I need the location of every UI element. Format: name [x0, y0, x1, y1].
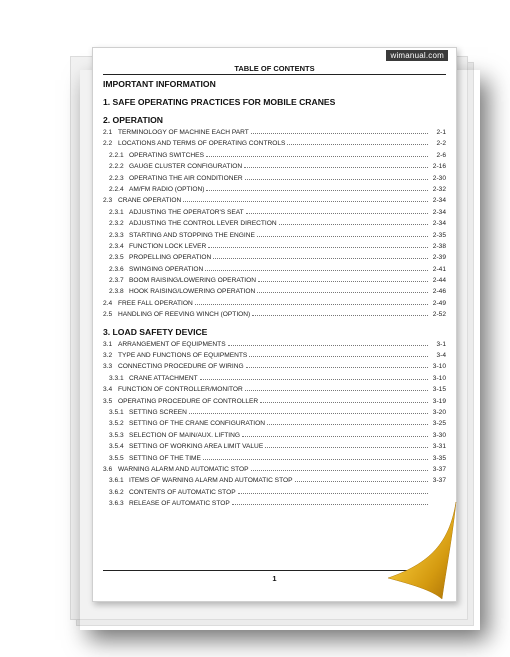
dot-leader [295, 480, 428, 482]
watermark: wimanual.com [386, 50, 448, 61]
entry-page: 2-41 [432, 265, 446, 273]
section-heading: 1. SAFE OPERATING PRACTICES FOR MOBILE CRANES [103, 97, 336, 107]
dot-leader [258, 280, 428, 282]
dot-leader [213, 257, 428, 259]
toc-title: TABLE OF CONTENTS [234, 64, 315, 73]
entry-page: 2-49 [432, 299, 446, 307]
entry-title: GAUGE CLUSTER CONFIGURATION [129, 163, 243, 171]
entry-page: 3-10 [432, 374, 446, 382]
entry-title: STARTING AND STOPPING THE ENGINE [129, 231, 255, 239]
dot-leader [208, 246, 428, 248]
toc-entry[interactable] [103, 418, 446, 429]
dot-leader [244, 166, 428, 168]
toc-entry[interactable] [103, 286, 446, 297]
toc-entry[interactable] [103, 264, 446, 275]
entry-page: 2-1 [436, 129, 446, 136]
toc-entry[interactable] [103, 195, 446, 206]
entry-title: ADJUSTING THE CONTROL LEVER DIRECTION [129, 220, 277, 228]
entry-title: LOCATIONS AND TERMS OF OPERATING CONTROLS [118, 140, 286, 148]
entry-number: 3.6 [103, 465, 113, 473]
toc-entry[interactable] [103, 184, 446, 195]
toc-entry[interactable] [103, 207, 446, 218]
entry-page: 3-4 [436, 352, 446, 360]
dot-leader [206, 155, 428, 157]
entry-number: 2.5 [103, 311, 113, 319]
dot-leader [195, 303, 428, 305]
entry-page: 3-19 [432, 397, 446, 405]
entry-title: TERMINOLOGY OF MACHINE EACH PART [118, 129, 249, 136]
toc-entry[interactable] [103, 453, 446, 464]
entry-title: SELECTION OF MAIN/AUX. LIFTING [129, 431, 241, 439]
dot-leader [257, 291, 428, 293]
entry-number: 2.3.2 [109, 220, 124, 228]
dot-leader [287, 143, 428, 145]
toc-entry[interactable] [103, 173, 446, 184]
dot-leader [251, 469, 428, 471]
entry-number: 2.1 [103, 129, 113, 136]
entry-number: 2.3.6 [109, 265, 124, 273]
toc-entry[interactable] [103, 230, 446, 241]
toc-entry[interactable] [103, 138, 446, 149]
entry-title: TYPE AND FUNCTIONS OF EQUIPMENTS [118, 352, 248, 360]
toc-entry[interactable] [103, 361, 446, 372]
dot-leader [245, 178, 428, 180]
dot-leader [200, 378, 428, 380]
entry-title: ITEMS OF WARNING ALARM AND AUTOMATIC STOP [129, 477, 293, 485]
entry-number: 3.4 [103, 386, 113, 394]
entry-title: HANDLING OF REEVING WINCH (OPTION) [118, 311, 251, 319]
entry-page: 2-44 [432, 277, 446, 285]
dot-leader [189, 412, 428, 414]
entry-title: CRANE OPERATION [118, 197, 182, 205]
entry-page: 3-31 [432, 443, 446, 451]
entry-page: 2-39 [432, 254, 446, 262]
dot-leader [279, 223, 428, 225]
entry-page: 3-10 [432, 363, 446, 371]
dot-leader [265, 446, 428, 448]
dot-leader [245, 389, 428, 391]
entry-page: 2-32 [432, 185, 446, 193]
dot-leader [246, 366, 428, 368]
toc-entry[interactable] [103, 127, 446, 138]
dot-leader [252, 314, 428, 316]
top-rule [103, 74, 446, 75]
entry-number: 2.4 [103, 299, 113, 307]
entry-title: ADJUSTING THE OPERATOR'S SEAT [129, 208, 244, 216]
entry-page: 2-46 [432, 288, 446, 296]
entry-number: 2.3.5 [109, 254, 124, 262]
entry-title: OPERATING THE AIR CONDITIONER [129, 174, 243, 182]
entry-title: AM/FM RADIO (OPTION) [129, 185, 205, 193]
page-curl-icon [380, 500, 460, 600]
entry-number: 2.3 [103, 197, 113, 205]
entry-number: 3.3.1 [109, 374, 124, 382]
entry-number: 2.3.3 [109, 231, 124, 239]
entry-title: SETTING SCREEN [129, 408, 187, 416]
entry-page: 3-37 [432, 477, 446, 485]
entry-page: 3-30 [432, 431, 446, 439]
entry-title: PROPELLING OPERATION [129, 254, 212, 262]
toc-entry[interactable] [103, 309, 446, 320]
dot-leader [267, 423, 428, 425]
entry-title: SETTING OF WORKING AREA LIMIT VALUE [129, 443, 264, 451]
dot-leader [228, 344, 428, 346]
entry-title: WARNING ALARM AND AUTOMATIC STOP [118, 465, 249, 473]
dot-leader [203, 458, 428, 460]
toc-entry[interactable] [103, 373, 446, 384]
toc-entry[interactable] [103, 441, 446, 452]
dot-leader [238, 492, 428, 494]
entry-number: 3.1 [103, 340, 113, 348]
entry-page: 2-34 [432, 220, 446, 228]
dot-leader [206, 189, 428, 191]
dot-leader [246, 212, 428, 214]
toc-content [103, 78, 446, 510]
entry-page: 3-35 [432, 454, 446, 462]
entry-title: SETTING OF THE CRANE CONFIGURATION [129, 420, 266, 428]
toc-entry[interactable] [103, 384, 446, 395]
entry-page: 3-1 [436, 340, 446, 348]
entry-page: 2-6 [436, 151, 446, 159]
dot-leader [183, 200, 428, 202]
dot-leader [242, 435, 428, 437]
entry-title: CONTENTS OF AUTOMATIC STOP [129, 488, 236, 496]
entry-page: 3-37 [432, 465, 446, 473]
entry-number: 3.6.1 [109, 477, 124, 485]
toc-entry[interactable] [103, 350, 446, 361]
entry-number: 2.2.1 [109, 151, 124, 159]
entry-title: SWINGING OPERATION [129, 265, 204, 273]
toc-entry[interactable] [103, 150, 446, 161]
toc-entry[interactable] [103, 396, 446, 407]
entry-page: 2-34 [432, 208, 446, 216]
toc-entry[interactable] [103, 252, 446, 263]
entry-page: 3-25 [432, 420, 446, 428]
entry-number: 2.2.2 [109, 163, 124, 171]
entry-number: 3.5.5 [109, 454, 124, 462]
entry-number: 2.2 [103, 140, 113, 148]
entry-page: 2-16 [432, 163, 446, 171]
entry-page: 3-15 [432, 386, 446, 394]
section-heading: 3. LOAD SAFETY DEVICE [103, 326, 208, 337]
entry-number: 3.5 [103, 397, 113, 405]
entry-title: RELEASE OF AUTOMATIC STOP [129, 500, 230, 508]
dot-leader [260, 401, 428, 403]
toc-entry[interactable] [103, 430, 446, 441]
entry-number: 2.3.7 [109, 277, 124, 285]
entry-number: 3.5.3 [109, 431, 124, 439]
entry-page: 2-2 [436, 140, 446, 148]
entry-number: 3.5.4 [109, 443, 124, 451]
entry-title: CRANE ATTACHMENT [129, 374, 198, 382]
toc-entry[interactable] [103, 339, 446, 350]
entry-number: 2.2.3 [109, 174, 124, 182]
entry-page: 2-35 [432, 231, 446, 239]
toc-entry[interactable] [103, 298, 446, 309]
dot-leader [257, 235, 428, 237]
dot-leader [251, 132, 428, 134]
toc-entry[interactable] [103, 218, 446, 229]
dot-leader [249, 355, 428, 357]
entry-page: 2-52 [432, 311, 446, 319]
entry-number: 2.2.4 [109, 185, 124, 193]
page-number: 1 [272, 574, 277, 583]
toc-entry[interactable] [103, 241, 446, 252]
section-heading: 2. OPERATION [103, 115, 164, 125]
entry-page: 2-38 [432, 242, 446, 250]
entry-number: 2.3.4 [109, 242, 124, 250]
dot-leader [205, 269, 428, 271]
entry-title: OPERATING SWITCHES [129, 151, 204, 159]
entry-title: FREE FALL OPERATION [118, 299, 193, 307]
entry-title: ARRANGEMENT OF EQUIPMENTS [118, 340, 226, 348]
entry-page: 2-30 [432, 174, 446, 182]
entry-title: CONNECTING PROCEDURE OF WIRING [118, 363, 244, 371]
toc-entry[interactable] [103, 487, 446, 498]
entry-number: 3.6.2 [109, 488, 124, 496]
entry-number: 3.5.2 [109, 420, 124, 428]
section-heading: IMPORTANT INFORMATION [103, 79, 216, 89]
entry-number: 3.2 [103, 352, 113, 360]
toc-entry[interactable] [103, 275, 446, 286]
toc-entry[interactable] [103, 161, 446, 172]
entry-number: 2.3.8 [109, 288, 124, 296]
entry-number: 3.3 [103, 363, 113, 371]
entry-title: FUNCTION LOCK LEVER [129, 242, 207, 250]
entry-page: 2-34 [432, 197, 446, 205]
entry-title: HOOK RAISING/LOWERING OPERATION [129, 288, 256, 296]
entry-page: 3-20 [432, 408, 446, 416]
entry-title: BOOM RAISING/LOWERING OPERATION [129, 277, 257, 285]
entry-title: FUNCTION OF CONTROLLER/MONITOR [118, 386, 243, 394]
entry-number: 2.3.1 [109, 208, 124, 216]
toc-entry[interactable] [103, 464, 446, 475]
toc-entry[interactable] [103, 407, 446, 418]
toc-entry[interactable] [103, 475, 446, 486]
entry-title: SETTING OF THE TIME [129, 454, 201, 462]
entry-number: 3.5.1 [109, 408, 124, 416]
entry-number: 3.6.3 [109, 500, 124, 508]
entry-title: OPERATING PROCEDURE OF CONTROLLER [118, 397, 259, 405]
